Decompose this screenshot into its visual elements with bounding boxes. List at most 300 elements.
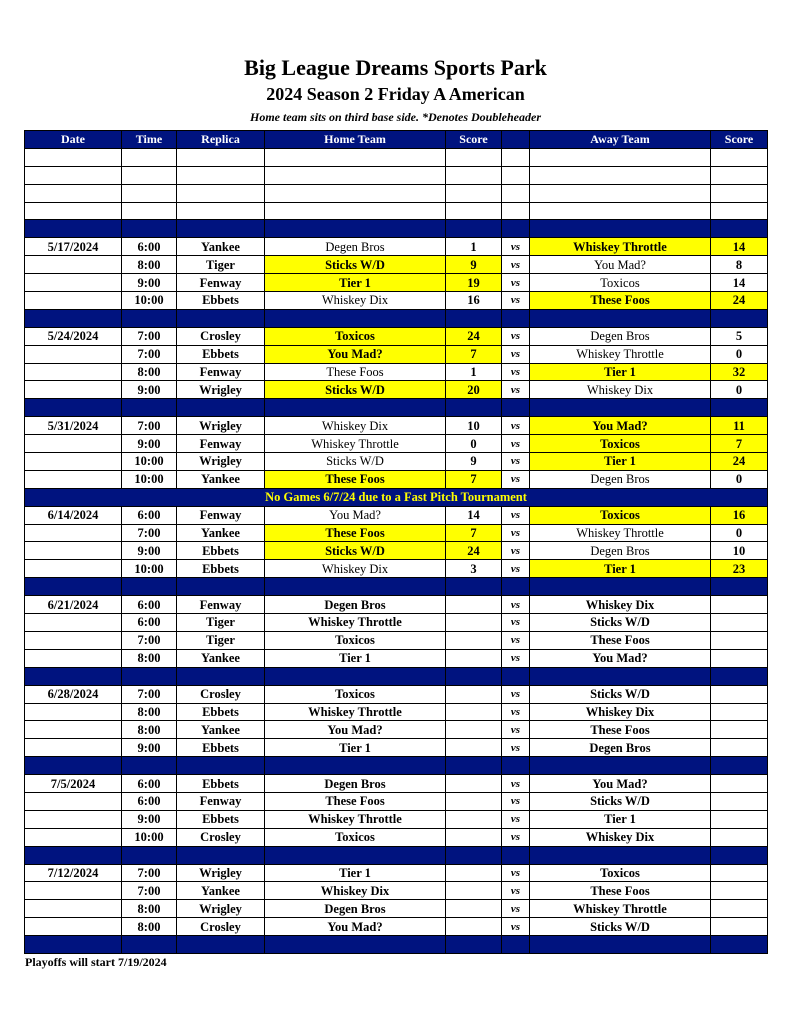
empty-cell xyxy=(530,202,711,220)
time-cell: 8:00 xyxy=(122,256,177,274)
separator-cell xyxy=(711,667,768,685)
separator-cell xyxy=(530,399,711,417)
home-team-cell: Whiskey Throttle xyxy=(265,703,446,721)
time-cell: 7:00 xyxy=(122,524,177,542)
time-cell: 6:00 xyxy=(122,238,177,256)
home-score-cell xyxy=(446,649,502,667)
away-score-cell: 23 xyxy=(711,560,768,578)
empty-cell xyxy=(711,166,768,184)
separator-cell xyxy=(502,399,530,417)
game-row xyxy=(25,453,768,471)
away-score-cell xyxy=(711,792,768,810)
replica-cell: Crosley xyxy=(177,327,265,345)
game-row xyxy=(25,703,768,721)
home-team-cell: Whiskey Dix xyxy=(265,292,446,310)
empty-cell xyxy=(177,148,265,166)
separator-cell xyxy=(530,578,711,596)
home-team-cell: Whiskey Throttle xyxy=(265,810,446,828)
replica-cell: Yankee xyxy=(177,238,265,256)
date-cell xyxy=(25,739,122,757)
date-cell xyxy=(25,703,122,721)
away-score-cell: 24 xyxy=(711,453,768,471)
replica-cell: Ebbets xyxy=(177,703,265,721)
game-row xyxy=(25,918,768,936)
home-team-cell: Degen Bros xyxy=(265,596,446,614)
empty-cell xyxy=(530,166,711,184)
home-team-cell: Whiskey Dix xyxy=(265,417,446,435)
replica-cell: Tiger xyxy=(177,256,265,274)
replica-cell: Ebbets xyxy=(177,542,265,560)
separator-row xyxy=(25,757,768,775)
separator-cell xyxy=(265,309,446,327)
away-score-cell: 24 xyxy=(711,292,768,310)
header-vs xyxy=(502,131,530,149)
separator-cell xyxy=(177,936,265,954)
away-score-cell: 14 xyxy=(711,238,768,256)
away-score-cell: 32 xyxy=(711,363,768,381)
date-cell xyxy=(25,900,122,918)
vs-cell: vs xyxy=(502,614,530,632)
replica-cell: Fenway xyxy=(177,506,265,524)
away-team-cell: You Mad? xyxy=(530,256,711,274)
away-score-cell xyxy=(711,900,768,918)
away-team-cell: Sticks W/D xyxy=(530,918,711,936)
vs-cell: vs xyxy=(502,238,530,256)
game-row xyxy=(25,614,768,632)
replica-cell: Fenway xyxy=(177,596,265,614)
time-cell: 9:00 xyxy=(122,542,177,560)
empty-cell xyxy=(502,148,530,166)
home-team-cell: Sticks W/D xyxy=(265,381,446,399)
time-cell: 7:00 xyxy=(122,631,177,649)
replica-cell: Ebbets xyxy=(177,345,265,363)
home-team-cell: These Foos xyxy=(265,363,446,381)
away-team-cell: Degen Bros xyxy=(530,542,711,560)
home-score-cell: 0 xyxy=(446,435,502,453)
home-score-cell xyxy=(446,775,502,793)
away-score-cell: 0 xyxy=(711,345,768,363)
separator-cell xyxy=(122,399,177,417)
page-note: Home team sits on third base side. *Denotes Doubleheader xyxy=(250,110,541,124)
home-score-cell xyxy=(446,739,502,757)
replica-cell: Crosley xyxy=(177,918,265,936)
vs-cell: vs xyxy=(502,381,530,399)
vs-cell: vs xyxy=(502,900,530,918)
away-score-cell: 7 xyxy=(711,435,768,453)
separator-cell xyxy=(122,309,177,327)
date-cell xyxy=(25,721,122,739)
page-title: Big League Dreams Sports Park xyxy=(244,55,547,80)
time-cell: 9:00 xyxy=(122,810,177,828)
time-cell: 8:00 xyxy=(122,721,177,739)
separator-cell xyxy=(265,936,446,954)
vs-cell: vs xyxy=(502,596,530,614)
separator-cell xyxy=(25,757,122,775)
date-cell xyxy=(25,810,122,828)
empty-cell xyxy=(177,202,265,220)
away-team-cell: Sticks W/D xyxy=(530,685,711,703)
vs-cell: vs xyxy=(502,363,530,381)
home-team-cell: Tier 1 xyxy=(265,274,446,292)
home-score-cell: 1 xyxy=(446,238,502,256)
away-score-cell: 16 xyxy=(711,506,768,524)
date-cell xyxy=(25,828,122,846)
date-cell: 5/17/2024 xyxy=(25,238,122,256)
away-team-cell: Whiskey Dix xyxy=(530,703,711,721)
vs-cell: vs xyxy=(502,506,530,524)
separator-cell xyxy=(122,936,177,954)
time-cell: 6:00 xyxy=(122,792,177,810)
home-team-cell: Whiskey Dix xyxy=(265,560,446,578)
vs-cell: vs xyxy=(502,560,530,578)
schedule-table xyxy=(24,130,768,954)
header-replica: Replica xyxy=(177,131,265,149)
date-cell xyxy=(25,524,122,542)
away-team-cell: Whiskey Throttle xyxy=(530,345,711,363)
home-score-cell: 7 xyxy=(446,524,502,542)
separator-cell xyxy=(177,757,265,775)
away-team-cell: These Foos xyxy=(530,882,711,900)
time-cell: 7:00 xyxy=(122,864,177,882)
date-cell xyxy=(25,292,122,310)
replica-cell: Crosley xyxy=(177,828,265,846)
away-team-cell: These Foos xyxy=(530,721,711,739)
replica-cell: Yankee xyxy=(177,470,265,488)
vs-cell: vs xyxy=(502,417,530,435)
home-team-cell: Toxicos xyxy=(265,327,446,345)
separator-cell xyxy=(265,757,446,775)
vs-cell: vs xyxy=(502,256,530,274)
home-team-cell: Degen Bros xyxy=(265,238,446,256)
home-score-cell: 9 xyxy=(446,453,502,471)
vs-cell: vs xyxy=(502,327,530,345)
home-score-cell xyxy=(446,810,502,828)
game-row xyxy=(25,363,768,381)
date-cell xyxy=(25,918,122,936)
away-team-cell: You Mad? xyxy=(530,775,711,793)
vs-cell: vs xyxy=(502,292,530,310)
away-team-cell: These Foos xyxy=(530,292,711,310)
separator-cell xyxy=(446,578,502,596)
time-cell: 7:00 xyxy=(122,417,177,435)
game-row xyxy=(25,256,768,274)
game-row xyxy=(25,345,768,363)
home-team-cell: You Mad? xyxy=(265,918,446,936)
away-score-cell: 10 xyxy=(711,542,768,560)
time-cell: 8:00 xyxy=(122,649,177,667)
replica-cell: Tiger xyxy=(177,631,265,649)
home-score-cell xyxy=(446,900,502,918)
empty-row xyxy=(25,148,768,166)
home-score-cell: 10 xyxy=(446,417,502,435)
home-team-cell: Degen Bros xyxy=(265,900,446,918)
empty-cell xyxy=(446,184,502,202)
game-row xyxy=(25,775,768,793)
date-cell xyxy=(25,256,122,274)
vs-cell: vs xyxy=(502,703,530,721)
home-score-cell xyxy=(446,792,502,810)
replica-cell: Wrigley xyxy=(177,453,265,471)
game-row xyxy=(25,506,768,524)
separator-cell xyxy=(177,399,265,417)
home-score-cell xyxy=(446,721,502,739)
game-row xyxy=(25,238,768,256)
home-team-cell: These Foos xyxy=(265,524,446,542)
away-team-cell: Sticks W/D xyxy=(530,792,711,810)
away-team-cell: Whiskey Dix xyxy=(530,381,711,399)
away-score-cell: 5 xyxy=(711,327,768,345)
home-score-cell xyxy=(446,614,502,632)
away-score-cell: 0 xyxy=(711,381,768,399)
empty-cell xyxy=(711,202,768,220)
replica-cell: Yankee xyxy=(177,721,265,739)
away-score-cell: 14 xyxy=(711,274,768,292)
vs-cell: vs xyxy=(502,524,530,542)
date-cell xyxy=(25,614,122,632)
date-cell xyxy=(25,792,122,810)
game-row xyxy=(25,810,768,828)
separator-cell xyxy=(446,846,502,864)
empty-cell xyxy=(446,148,502,166)
separator-cell xyxy=(502,578,530,596)
away-score-cell xyxy=(711,882,768,900)
separator-cell xyxy=(25,309,122,327)
empty-cell xyxy=(25,184,122,202)
empty-cell xyxy=(122,202,177,220)
separator-cell xyxy=(446,309,502,327)
vs-cell: vs xyxy=(502,775,530,793)
separator-cell xyxy=(122,757,177,775)
date-cell xyxy=(25,453,122,471)
empty-cell xyxy=(530,148,711,166)
separator-row xyxy=(25,936,768,954)
separator-cell xyxy=(177,220,265,238)
time-cell: 7:00 xyxy=(122,685,177,703)
away-score-cell: 11 xyxy=(711,417,768,435)
replica-cell: Yankee xyxy=(177,649,265,667)
separator-cell xyxy=(265,667,446,685)
separator-cell xyxy=(265,220,446,238)
away-team-cell: Sticks W/D xyxy=(530,614,711,632)
home-score-cell: 1 xyxy=(446,363,502,381)
home-team-cell: Tier 1 xyxy=(265,739,446,757)
separator-cell xyxy=(122,667,177,685)
empty-cell xyxy=(265,184,446,202)
header-home-score: Score xyxy=(446,131,502,149)
replica-cell: Tiger xyxy=(177,614,265,632)
separator-row xyxy=(25,309,768,327)
away-score-cell xyxy=(711,703,768,721)
empty-cell xyxy=(25,166,122,184)
vs-cell: vs xyxy=(502,631,530,649)
time-cell: 7:00 xyxy=(122,327,177,345)
replica-cell: Ebbets xyxy=(177,739,265,757)
away-score-cell xyxy=(711,614,768,632)
header-away-team: Away Team xyxy=(530,131,711,149)
separator-cell xyxy=(711,309,768,327)
date-cell xyxy=(25,560,122,578)
home-team-cell: You Mad? xyxy=(265,721,446,739)
home-score-cell: 7 xyxy=(446,345,502,363)
separator-cell xyxy=(25,578,122,596)
away-score-cell xyxy=(711,864,768,882)
game-row xyxy=(25,381,768,399)
separator-cell xyxy=(177,846,265,864)
vs-cell: vs xyxy=(502,649,530,667)
game-row xyxy=(25,542,768,560)
separator-cell xyxy=(530,757,711,775)
vs-cell: vs xyxy=(502,864,530,882)
vs-cell: vs xyxy=(502,345,530,363)
game-row xyxy=(25,649,768,667)
empty-cell xyxy=(502,166,530,184)
separator-cell xyxy=(711,936,768,954)
separator-cell xyxy=(25,220,122,238)
home-score-cell: 20 xyxy=(446,381,502,399)
vs-cell: vs xyxy=(502,918,530,936)
separator-cell xyxy=(265,578,446,596)
replica-cell: Ebbets xyxy=(177,560,265,578)
game-row xyxy=(25,864,768,882)
away-team-cell: Whiskey Dix xyxy=(530,828,711,846)
replica-cell: Wrigley xyxy=(177,381,265,399)
home-team-cell: Sticks W/D xyxy=(265,453,446,471)
home-score-cell xyxy=(446,685,502,703)
replica-cell: Wrigley xyxy=(177,864,265,882)
home-score-cell: 24 xyxy=(446,542,502,560)
replica-cell: Wrigley xyxy=(177,900,265,918)
time-cell: 10:00 xyxy=(122,292,177,310)
empty-cell xyxy=(177,166,265,184)
empty-cell xyxy=(25,202,122,220)
empty-cell xyxy=(502,202,530,220)
replica-cell: Yankee xyxy=(177,882,265,900)
replica-cell: Fenway xyxy=(177,792,265,810)
empty-cell xyxy=(265,166,446,184)
separator-cell xyxy=(711,399,768,417)
home-score-cell: 19 xyxy=(446,274,502,292)
away-team-cell: Whiskey Throttle xyxy=(530,524,711,542)
home-score-cell xyxy=(446,864,502,882)
away-team-cell: Degen Bros xyxy=(530,327,711,345)
vs-cell: vs xyxy=(502,542,530,560)
vs-cell: vs xyxy=(502,470,530,488)
header-away-score: Score xyxy=(711,131,768,149)
separator-cell xyxy=(530,936,711,954)
separator-cell xyxy=(25,667,122,685)
separator-cell xyxy=(25,399,122,417)
time-cell: 10:00 xyxy=(122,828,177,846)
vs-cell: vs xyxy=(502,828,530,846)
game-row xyxy=(25,792,768,810)
separator-row xyxy=(25,846,768,864)
empty-cell xyxy=(122,166,177,184)
separator-cell xyxy=(122,220,177,238)
date-cell xyxy=(25,435,122,453)
empty-row xyxy=(25,202,768,220)
game-row xyxy=(25,327,768,345)
away-team-cell: Toxicos xyxy=(530,435,711,453)
time-cell: 6:00 xyxy=(122,596,177,614)
separator-cell xyxy=(502,220,530,238)
away-team-cell: Toxicos xyxy=(530,864,711,882)
game-row xyxy=(25,882,768,900)
home-score-cell: 24 xyxy=(446,327,502,345)
away-score-cell xyxy=(711,775,768,793)
separator-cell xyxy=(446,220,502,238)
separator-cell xyxy=(177,667,265,685)
away-team-cell: Tier 1 xyxy=(530,810,711,828)
empty-cell xyxy=(446,166,502,184)
separator-row xyxy=(25,399,768,417)
away-score-cell xyxy=(711,685,768,703)
empty-cell xyxy=(530,184,711,202)
separator-cell xyxy=(711,846,768,864)
home-score-cell xyxy=(446,703,502,721)
home-score-cell xyxy=(446,631,502,649)
home-team-cell: Degen Bros xyxy=(265,775,446,793)
separator-cell xyxy=(122,578,177,596)
away-team-cell: You Mad? xyxy=(530,649,711,667)
replica-cell: Wrigley xyxy=(177,417,265,435)
home-score-cell xyxy=(446,918,502,936)
game-row xyxy=(25,631,768,649)
empty-cell xyxy=(122,148,177,166)
away-score-cell xyxy=(711,828,768,846)
empty-cell xyxy=(25,148,122,166)
game-row xyxy=(25,739,768,757)
separator-cell xyxy=(530,220,711,238)
away-score-cell xyxy=(711,739,768,757)
replica-cell: Fenway xyxy=(177,274,265,292)
notice-text: No Games 6/7/24 due to a Fast Pitch Tournament xyxy=(25,488,768,506)
away-score-cell xyxy=(711,918,768,936)
home-team-cell: You Mad? xyxy=(265,506,446,524)
separator-row xyxy=(25,578,768,596)
game-row xyxy=(25,417,768,435)
away-score-cell xyxy=(711,631,768,649)
home-team-cell: Toxicos xyxy=(265,631,446,649)
home-team-cell: Whiskey Throttle xyxy=(265,435,446,453)
away-team-cell: Toxicos xyxy=(530,274,711,292)
home-score-cell: 9 xyxy=(446,256,502,274)
home-score-cell: 7 xyxy=(446,470,502,488)
empty-cell xyxy=(265,148,446,166)
date-cell xyxy=(25,363,122,381)
away-score-cell xyxy=(711,596,768,614)
vs-cell: vs xyxy=(502,739,530,757)
away-score-cell xyxy=(711,721,768,739)
time-cell: 9:00 xyxy=(122,274,177,292)
home-team-cell: Toxicos xyxy=(265,828,446,846)
vs-cell: vs xyxy=(502,792,530,810)
separator-cell xyxy=(502,936,530,954)
replica-cell: Ebbets xyxy=(177,810,265,828)
separator-cell xyxy=(25,846,122,864)
time-cell: 9:00 xyxy=(122,381,177,399)
time-cell: 10:00 xyxy=(122,453,177,471)
empty-cell xyxy=(122,184,177,202)
away-team-cell: Degen Bros xyxy=(530,739,711,757)
game-row xyxy=(25,596,768,614)
time-cell: 7:00 xyxy=(122,882,177,900)
separator-cell xyxy=(446,757,502,775)
away-score-cell xyxy=(711,649,768,667)
date-cell xyxy=(25,470,122,488)
game-row xyxy=(25,685,768,703)
away-team-cell: Tier 1 xyxy=(530,363,711,381)
separator-cell xyxy=(265,399,446,417)
